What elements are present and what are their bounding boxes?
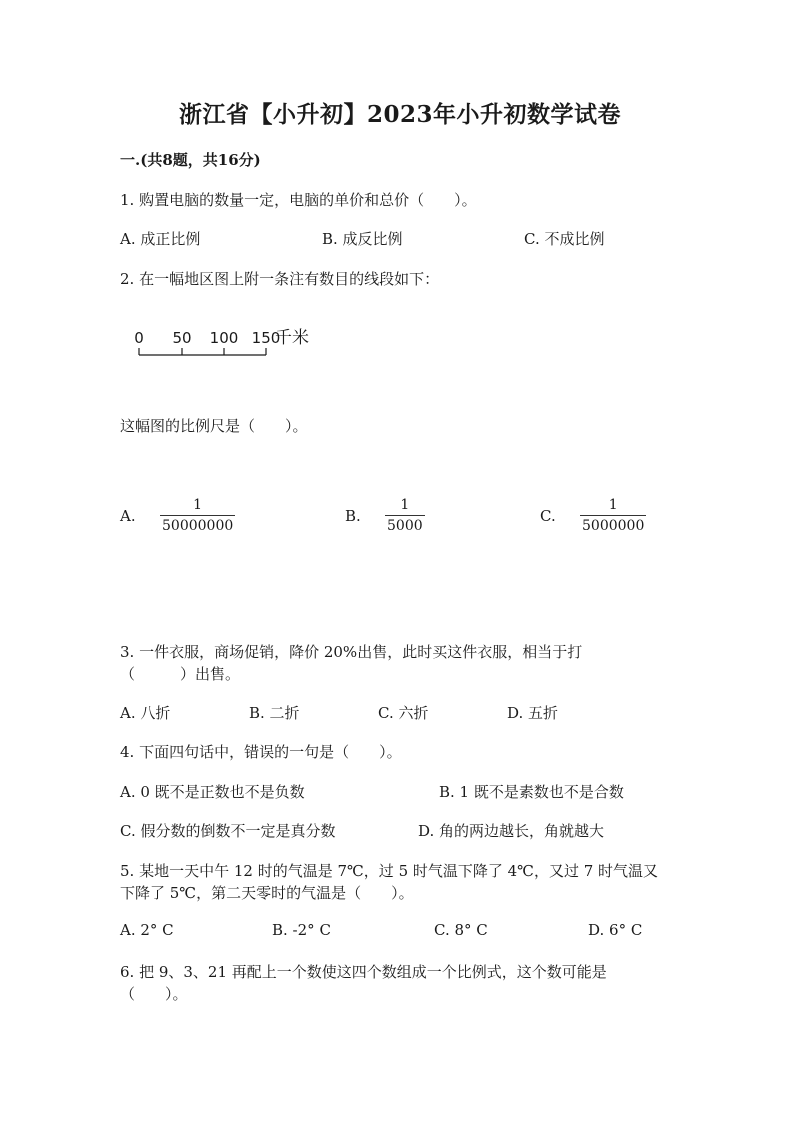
fraction-bar [385,515,425,516]
question-2-option-c-letter: C. [540,507,556,525]
scale-label-50: 50 [172,329,192,347]
question-2-option-a-fraction [160,496,235,535]
scale-label-150: 150 [251,329,281,347]
question-4-option-a: A. 0 既不是正数也不是负数 [120,783,305,801]
question-3-option-d: D. 五折 [507,704,559,722]
question-5-option-d: D. 6° C [588,921,643,939]
scale-label-0: 0 [134,329,144,347]
fraction-denominator: 5000 [387,518,423,534]
question-5-option-c: C. 8° C [434,921,488,939]
question-3-option-c: C. 六折 [378,704,429,722]
question-2-option-b-fraction [385,496,425,535]
fraction-denominator: 50000000 [162,518,234,534]
question-3-option-b: B. 二折 [249,704,300,722]
question-3-option-a: A. 八折 [120,704,171,722]
question-2-option-c-fraction [580,496,646,535]
section-heading: 一.(共8题，共16分) [120,151,261,169]
question-2-follow: 这幅图的比例尺是（ ）。 [120,417,308,435]
question-4-text: 4. 下面四句话中，错误的一句是（ ）。 [120,743,402,761]
question-5-line-1: 5. 某地一天中午 12 时的气温是 7℃，过 5 时气温下降了 4℃，又过 7 时气温又 [120,862,659,880]
question-4-option-d: D. 角的两边越长，角就越大 [418,822,605,840]
scale-unit: 千米 [275,328,309,348]
question-6-line-2: （ ）。 [120,985,188,1003]
question-6-line-1: 6. 把 9、3、21 再配上一个数使这四个数组成一个比例式，这个数可能是 [120,963,607,981]
question-5-option-a: A. 2° C [120,921,174,939]
question-5-option-b: B. -2° C [272,921,331,939]
scale-label-100: 100 [209,329,239,347]
question-1-option-b: B. 成反比例 [322,230,403,248]
fraction-numerator: 1 [193,497,203,513]
question-4-option-c: C. 假分数的倒数不一定是真分数 [120,822,336,840]
question-1-option-a: A. 成正比例 [120,230,201,248]
fraction-numerator: 1 [608,497,618,513]
question-2-option-b-letter: B. [345,507,361,525]
question-4-option-b: B. 1 既不是素数也不是合数 [439,783,624,801]
map-scale-bar [130,326,330,364]
fraction-numerator: 1 [400,497,410,513]
page-title: 浙江省【小升初】2023年小升初数学试卷 [178,101,621,128]
fraction-denominator: 5000000 [582,518,645,534]
question-3-line-2: （ ）出售。 [120,665,241,683]
question-3-line-1: 3. 一件衣服，商场促销，降价 20%出售，此时买这件衣服，相当于打 [120,643,583,661]
question-1-option-c: C. 不成比例 [524,230,605,248]
question-1-text: 1. 购置电脑的数量一定，电脑的单价和总价（ ）。 [120,191,477,209]
question-2-text: 2. 在一幅地区图上附一条注有数目的线段如下： [120,270,440,288]
question-5-line-2: 下降了 5℃，第二天零时的气温是（ ）。 [120,884,414,902]
fraction-bar [580,515,646,516]
question-2-option-a-letter: A. [120,507,136,525]
fraction-bar [160,515,235,516]
